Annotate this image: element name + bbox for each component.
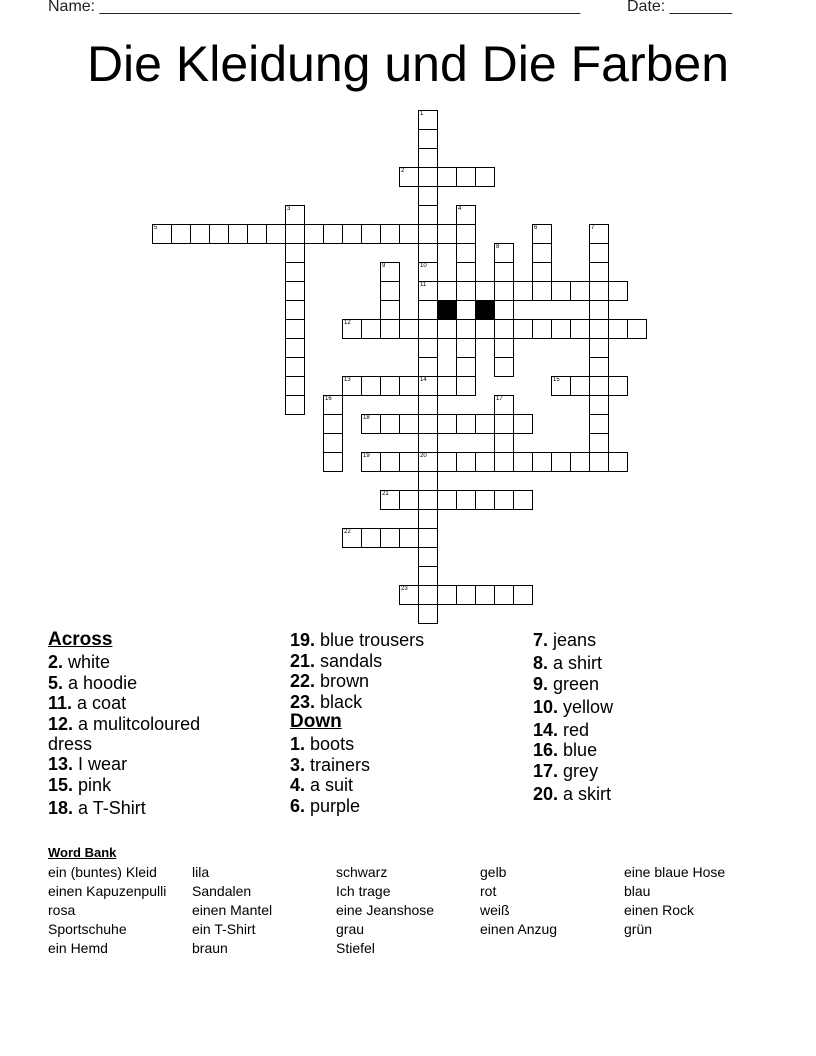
clue-across-22: 22. brown — [290, 671, 370, 691]
grid-cell[interactable] — [152, 224, 172, 244]
grid-cell[interactable] — [266, 224, 286, 244]
clue-column-3 — [533, 630, 733, 804]
grid-cell[interactable] — [418, 357, 438, 377]
word-bank-column — [192, 863, 332, 958]
clue-down-6: 6. purple — [290, 795, 361, 816]
grid-cell[interactable] — [418, 376, 438, 396]
word-bank-item: eine Jeanshose — [336, 902, 435, 918]
clue-across-18: 18. a T-Shirt — [48, 797, 146, 818]
clue-number: 12 — [344, 320, 351, 326]
grid-cell[interactable] — [380, 376, 400, 396]
clue-number: 7 — [591, 225, 595, 231]
grid-cell[interactable] — [475, 452, 495, 472]
word-bank-item: schwarz — [336, 864, 388, 880]
grid-cell[interactable] — [589, 357, 609, 377]
grid-cell[interactable] — [570, 319, 590, 339]
grid-cell[interactable] — [494, 243, 514, 263]
grid-cell[interactable] — [418, 528, 438, 548]
grid-cell[interactable] — [418, 547, 438, 567]
grid-cell[interactable] — [323, 433, 343, 453]
grid-cell[interactable] — [342, 224, 362, 244]
grid-cell[interactable] — [532, 281, 552, 301]
word-bank-item: ein (buntes) Kleid — [48, 864, 157, 880]
grid-cell[interactable] — [456, 243, 476, 263]
grid-cell[interactable] — [418, 585, 438, 605]
grid-cell[interactable] — [361, 414, 381, 434]
grid-cell[interactable] — [380, 262, 400, 282]
grid-cell[interactable] — [380, 300, 400, 320]
clue-number: 1 — [420, 111, 424, 117]
grid-cell[interactable] — [513, 319, 533, 339]
clue-number: 11 — [420, 282, 427, 288]
clue-number: 20 — [420, 453, 427, 459]
grid-cell[interactable] — [418, 300, 438, 320]
grid-cell[interactable] — [304, 224, 324, 244]
grid-cell[interactable] — [589, 338, 609, 358]
grid-cell[interactable] — [209, 224, 229, 244]
word-bank-column — [48, 863, 188, 958]
grid-cell[interactable] — [532, 243, 552, 263]
name-field[interactable]: Name: ______________________________________________________ — [48, 0, 581, 15]
grid-cell[interactable] — [323, 224, 343, 244]
word-bank-item: ein Hemd — [48, 940, 108, 956]
grid-cell[interactable] — [418, 338, 438, 358]
clue-down-7: 7. jeans — [533, 630, 597, 650]
grid-cell[interactable] — [532, 262, 552, 282]
grid-cell[interactable] — [456, 300, 476, 320]
grid-cell[interactable] — [285, 205, 305, 225]
word-bank-item: einen Mantel — [192, 902, 273, 918]
grid-cell[interactable] — [513, 414, 533, 434]
grid-cell[interactable] — [323, 395, 343, 415]
grid-cell[interactable] — [285, 376, 305, 396]
grid-cell[interactable] — [589, 395, 609, 415]
grid-cell[interactable] — [589, 300, 609, 320]
grid-cell[interactable] — [437, 167, 457, 187]
grid-cell[interactable] — [399, 376, 419, 396]
clue-down-20: 20. a skirt — [533, 783, 612, 804]
clue-number: 10 — [420, 263, 427, 269]
grid-cell[interactable] — [418, 129, 438, 149]
clue-column-2 — [290, 630, 490, 816]
grid-cell[interactable] — [437, 452, 457, 472]
grid-cell[interactable] — [418, 262, 438, 282]
grid-cell[interactable] — [494, 395, 514, 415]
word-bank-item: Sandalen — [192, 883, 252, 899]
grid-cell[interactable] — [437, 585, 457, 605]
clue-down-9: 9. green — [533, 673, 600, 694]
clue-number: 13 — [344, 377, 351, 383]
grid-cell[interactable] — [437, 319, 457, 339]
grid-cell[interactable] — [418, 224, 438, 244]
grid-cell[interactable] — [285, 281, 305, 301]
word-bank-item: blau — [624, 883, 651, 899]
grid-cell[interactable] — [399, 490, 419, 510]
grid-cell[interactable] — [418, 110, 438, 130]
clue-across-12: 12. a mulitcoloured dress — [48, 713, 201, 754]
grid-cell[interactable] — [494, 281, 514, 301]
grid-cell[interactable] — [380, 414, 400, 434]
grid-cell[interactable] — [475, 281, 495, 301]
grid-cell[interactable] — [456, 452, 476, 472]
grid-cell[interactable] — [418, 243, 438, 263]
word-bank-item: lila — [192, 864, 210, 880]
grid-cell[interactable] — [380, 452, 400, 472]
grid-cell[interactable] — [361, 224, 381, 244]
grid-cell[interactable] — [456, 490, 476, 510]
clue-number: 19 — [363, 453, 370, 459]
grid-cell[interactable] — [418, 604, 438, 624]
grid-cell[interactable] — [323, 414, 343, 434]
word-bank-item: einen Rock — [624, 902, 695, 918]
grid-cell[interactable] — [285, 300, 305, 320]
grid-cell[interactable] — [475, 585, 495, 605]
grid-cell[interactable] — [513, 490, 533, 510]
clue-across-11: 11. a coat — [48, 693, 127, 713]
word-bank-item: einen Anzug — [480, 921, 558, 937]
grid-cell[interactable] — [589, 281, 609, 301]
black-square — [475, 300, 495, 320]
grid-cell[interactable] — [494, 300, 514, 320]
grid-cell[interactable] — [228, 224, 248, 244]
clue-number: 15 — [553, 377, 560, 383]
word-bank-item: Ich trage — [336, 883, 391, 899]
clue-number: 16 — [325, 396, 332, 402]
clue-across-15: 15. pink — [48, 774, 112, 795]
grid-cell[interactable] — [532, 452, 552, 472]
word-bank-column — [624, 863, 764, 939]
clue-down-3: 3. trainers — [290, 754, 371, 775]
grid-cell[interactable] — [342, 319, 362, 339]
grid-cell[interactable] — [456, 414, 476, 434]
grid-cell[interactable] — [456, 585, 476, 605]
grid-cell[interactable] — [418, 471, 438, 491]
grid-cell[interactable] — [285, 395, 305, 415]
grid-cell[interactable] — [608, 319, 628, 339]
grid-cell[interactable] — [570, 281, 590, 301]
grid-cell[interactable] — [494, 414, 514, 434]
clue-down-1: 1. boots — [290, 734, 355, 754]
clue-number: 3 — [287, 206, 291, 212]
grid-cell[interactable] — [342, 376, 362, 396]
grid-cell[interactable] — [551, 319, 571, 339]
clue-across-21: 21. sandals — [290, 650, 383, 671]
grid-cell[interactable] — [285, 243, 305, 263]
clue-across-23: 23. black — [290, 691, 363, 712]
grid-cell[interactable] — [418, 509, 438, 529]
clue-number: 22 — [344, 529, 351, 535]
grid-cell[interactable] — [285, 338, 305, 358]
word-bank-item: eine blaue Hose — [624, 864, 726, 880]
grid-cell[interactable] — [418, 414, 438, 434]
grid-cell[interactable] — [418, 205, 438, 225]
grid-cell[interactable] — [589, 319, 609, 339]
grid-cell[interactable] — [399, 585, 419, 605]
word-bank-heading: Word Bank — [48, 845, 117, 860]
grid-cell[interactable] — [399, 167, 419, 187]
grid-cell[interactable] — [380, 528, 400, 548]
grid-cell[interactable] — [513, 452, 533, 472]
grid-cell[interactable] — [494, 490, 514, 510]
word-bank-item: grau — [336, 921, 365, 937]
grid-cell[interactable] — [456, 319, 476, 339]
grid-cell[interactable] — [418, 433, 438, 453]
grid-cell[interactable] — [589, 243, 609, 263]
word-bank-item: gelb — [480, 864, 507, 880]
word-bank-column — [480, 863, 620, 939]
grid-cell[interactable] — [494, 319, 514, 339]
grid-cell[interactable] — [380, 319, 400, 339]
word-bank-item: ein T-Shirt — [192, 921, 256, 937]
grid-cell[interactable] — [323, 452, 343, 472]
grid-cell[interactable] — [456, 357, 476, 377]
grid-cell[interactable] — [513, 281, 533, 301]
grid-cell[interactable] — [456, 224, 476, 244]
grid-cell[interactable] — [608, 452, 628, 472]
grid-cell[interactable] — [361, 376, 381, 396]
grid-cell[interactable] — [589, 376, 609, 396]
grid-cell[interactable] — [418, 490, 438, 510]
grid-cell[interactable] — [285, 319, 305, 339]
grid-cell[interactable] — [589, 414, 609, 434]
word-bank-item: weiß — [480, 902, 510, 918]
grid-cell[interactable] — [475, 319, 495, 339]
grid-cell[interactable] — [437, 224, 457, 244]
grid-cell[interactable] — [418, 148, 438, 168]
grid-cell[interactable] — [171, 224, 191, 244]
clue-number: 17 — [496, 396, 503, 402]
grid-cell[interactable] — [589, 433, 609, 453]
clue-number: 6 — [534, 225, 538, 231]
word-bank-item: braun — [192, 940, 228, 956]
grid-cell[interactable] — [399, 319, 419, 339]
grid-cell[interactable] — [494, 433, 514, 453]
grid-cell[interactable] — [285, 262, 305, 282]
grid-cell[interactable] — [608, 376, 628, 396]
grid-cell[interactable] — [418, 566, 438, 586]
grid-cell[interactable] — [589, 452, 609, 472]
grid-cell[interactable] — [418, 452, 438, 472]
grid-cell[interactable] — [190, 224, 210, 244]
word-bank-item: rot — [480, 883, 497, 899]
clue-number: 8 — [496, 244, 500, 250]
word-bank-item: Sportschuhe — [48, 921, 127, 937]
grid-cell[interactable] — [532, 224, 552, 244]
word-bank-item: Stiefel — [336, 940, 375, 956]
grid-cell[interactable] — [437, 414, 457, 434]
grid-cell[interactable] — [380, 490, 400, 510]
clue-number: 14 — [420, 377, 427, 383]
grid-cell[interactable] — [399, 452, 419, 472]
grid-cell[interactable] — [570, 376, 590, 396]
grid-cell[interactable] — [247, 224, 267, 244]
grid-cell[interactable] — [494, 452, 514, 472]
date-field[interactable]: Date: _______ — [627, 0, 732, 15]
page-title: Die Kleidung und Die Farben — [86, 36, 730, 92]
grid-cell[interactable] — [456, 281, 476, 301]
grid-cell[interactable] — [342, 528, 362, 548]
clue-across-13: 13. I wear — [48, 754, 128, 774]
black-square — [437, 300, 457, 320]
grid-cell[interactable] — [437, 376, 457, 396]
grid-cell[interactable] — [475, 167, 495, 187]
grid-cell[interactable] — [608, 281, 628, 301]
down-heading: Down — [290, 711, 342, 732]
word-bank-column — [336, 863, 476, 958]
clue-down-17: 17. grey — [533, 760, 599, 781]
grid-cell[interactable] — [456, 262, 476, 282]
word-bank-item: rosa — [48, 902, 76, 918]
clue-number: 18 — [363, 415, 370, 421]
clues-section — [0, 630, 816, 840]
grid-cell[interactable] — [513, 585, 533, 605]
clue-column-1 — [48, 630, 248, 818]
grid-cell[interactable] — [418, 186, 438, 206]
grid-cell[interactable] — [494, 585, 514, 605]
grid-cell[interactable] — [589, 262, 609, 282]
grid-cell[interactable] — [418, 319, 438, 339]
grid-cell[interactable] — [285, 224, 305, 244]
grid-cell[interactable] — [361, 452, 381, 472]
grid-cell[interactable] — [551, 376, 571, 396]
grid-cell[interactable] — [361, 319, 381, 339]
clue-across-2: 2. white — [48, 652, 111, 672]
across-heading: Across — [48, 629, 113, 650]
grid-cell[interactable] — [627, 319, 647, 339]
clue-down-16: 16. blue — [533, 740, 598, 760]
clue-number: 21 — [382, 491, 389, 497]
grid-cell[interactable] — [589, 224, 609, 244]
clue-number: 2 — [401, 168, 405, 174]
grid-cell[interactable] — [494, 357, 514, 377]
clue-down-8: 8. a shirt — [533, 653, 603, 673]
clue-number: 23 — [401, 586, 408, 592]
grid-cell[interactable] — [399, 414, 419, 434]
grid-cell[interactable] — [456, 167, 476, 187]
clue-down-14: 14. red — [533, 719, 590, 740]
grid-cell[interactable] — [551, 452, 571, 472]
grid-cell[interactable] — [380, 224, 400, 244]
grid-cell[interactable] — [570, 452, 590, 472]
grid-cell[interactable] — [380, 281, 400, 301]
grid-cell[interactable] — [456, 338, 476, 358]
grid-cell[interactable] — [456, 376, 476, 396]
grid-cell[interactable] — [475, 490, 495, 510]
grid-cell[interactable] — [361, 528, 381, 548]
clue-across-5: 5. a hoodie — [48, 672, 138, 693]
grid-cell[interactable] — [494, 262, 514, 282]
grid-cell[interactable] — [437, 281, 457, 301]
clue-number: 4 — [458, 206, 462, 212]
grid-cell[interactable] — [399, 528, 419, 548]
grid-cell[interactable] — [399, 224, 419, 244]
grid-cell[interactable] — [285, 357, 305, 377]
grid-cell[interactable] — [532, 319, 552, 339]
word-bank-item: einen Kapuzenpulli — [48, 883, 167, 899]
clue-number: 9 — [382, 263, 386, 269]
clue-down-4: 4. a suit — [290, 775, 354, 795]
grid-cell[interactable] — [418, 281, 438, 301]
grid-cell[interactable] — [418, 167, 438, 187]
grid-cell[interactable] — [494, 338, 514, 358]
grid-cell[interactable] — [437, 490, 457, 510]
grid-cell[interactable] — [551, 281, 571, 301]
grid-cell[interactable] — [456, 205, 476, 225]
clue-across-19: 19. blue trousers — [290, 630, 425, 650]
word-bank-item: grün — [624, 921, 653, 937]
grid-cell[interactable] — [475, 414, 495, 434]
grid-cell[interactable] — [418, 395, 438, 415]
clue-number: 5 — [154, 225, 158, 231]
clue-down-10: 10. yellow — [533, 696, 614, 717]
